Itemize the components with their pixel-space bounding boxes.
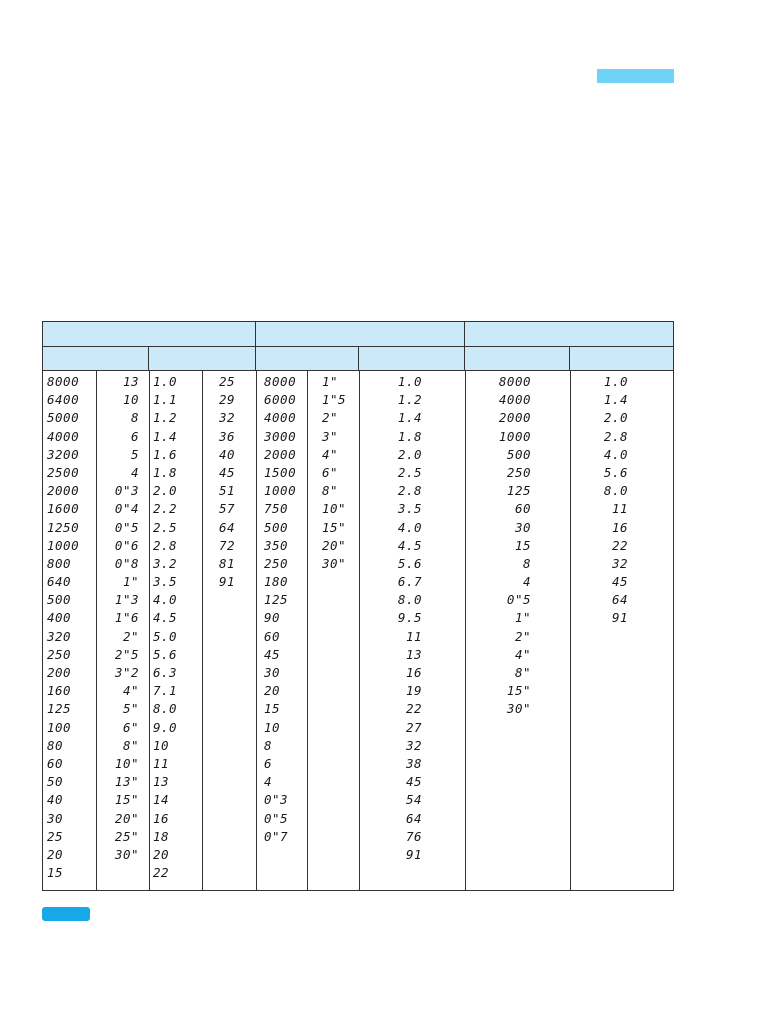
- column-g1-a: [47, 373, 93, 882]
- table-cell: 45: [264, 646, 281, 662]
- table-cell: 15: [47, 865, 64, 881]
- table-cell: 11: [611, 501, 628, 517]
- table-cell: 4: [264, 774, 273, 790]
- table-cell: 45: [405, 774, 422, 790]
- table-cell: 64: [611, 592, 628, 608]
- table-cell: 45: [219, 464, 236, 480]
- section-tab-marker: [597, 69, 674, 83]
- divider-line: [256, 371, 257, 890]
- table-cell: 6.3: [153, 665, 178, 680]
- table-cell: 4: [522, 574, 531, 590]
- table-cell: 4.5: [153, 610, 178, 626]
- table-cell: 1.4: [153, 428, 178, 444]
- table-cell: 8": [514, 665, 531, 680]
- table-cell: 2": [122, 628, 139, 644]
- table-cell: 0"3: [114, 483, 139, 499]
- table-cell: 30": [322, 555, 347, 571]
- table-cell: 10: [122, 392, 139, 408]
- table-cell: 90: [264, 610, 281, 626]
- table-cell: 5000: [47, 410, 80, 426]
- table-cell: 36: [219, 428, 236, 444]
- table-cell: 13: [122, 374, 139, 389]
- table-cell: 4.0: [397, 519, 422, 535]
- divider-line: [570, 371, 571, 890]
- table-cell: 2.0: [603, 410, 628, 426]
- table-cell: 1.0: [603, 374, 628, 389]
- table-cell: 1.0: [153, 374, 178, 389]
- table-cell: 5.0: [153, 628, 178, 644]
- table-cell: 1.2: [397, 392, 422, 408]
- table-cell: 6: [130, 428, 139, 444]
- table-cell: 2000: [264, 446, 297, 462]
- sub-header-2a: [256, 346, 359, 371]
- table-cell: 16: [405, 665, 422, 680]
- table-cell: 2.8: [603, 428, 628, 444]
- table-cell: 640: [47, 574, 72, 590]
- table-cell: 32: [219, 410, 236, 426]
- table-cell: 25: [47, 828, 64, 844]
- table-cell: 72: [219, 537, 236, 553]
- table-cell: 8000: [264, 374, 297, 389]
- table-cell: 6000: [264, 392, 297, 408]
- table-cell: 5": [122, 701, 139, 717]
- table-cell: 9.5: [397, 610, 422, 626]
- table-cell: 20: [153, 846, 170, 862]
- table-cell: 8": [322, 483, 339, 499]
- table-cell: 8: [522, 555, 531, 571]
- table-cell: 2.8: [153, 537, 178, 553]
- table-cell: 14: [153, 792, 170, 808]
- table-cell: 57: [219, 501, 236, 517]
- table-cell: 1.6: [153, 446, 178, 462]
- table-cell: 20: [47, 846, 64, 862]
- table-cell: 40: [47, 792, 64, 808]
- divider-line: [359, 371, 360, 890]
- table-cell: 15: [264, 701, 281, 717]
- table-cell: 1.4: [603, 392, 628, 408]
- table-cell: 22: [405, 701, 422, 717]
- column-g1-c: [153, 373, 199, 882]
- table-cell: 500: [506, 446, 531, 462]
- table-cell: 3.2: [153, 555, 178, 571]
- table-cell: 6": [122, 719, 139, 735]
- table-cell: 1.1: [153, 392, 178, 408]
- table-cell: 4: [130, 464, 139, 480]
- table-cell: 800: [47, 555, 72, 571]
- table-cell: 2.8: [397, 483, 422, 499]
- table-cell: 9.0: [153, 719, 178, 735]
- table-cell: 8.0: [153, 701, 178, 717]
- table-cell: 1": [322, 374, 339, 389]
- table-cell: 1000: [498, 428, 531, 444]
- column-g1-d: [219, 373, 253, 591]
- table-cell: 3.5: [153, 574, 178, 590]
- divider-line: [202, 371, 203, 890]
- table-cell: 3000: [264, 428, 297, 444]
- table-cell: 2.0: [397, 446, 422, 462]
- column-g3-b: [573, 373, 628, 628]
- table-cell: 10": [114, 755, 139, 771]
- table-cell: 20": [322, 537, 347, 553]
- table-cell: 0"3: [264, 792, 289, 808]
- table-cell: 1": [122, 574, 139, 590]
- table-cell: 4000: [264, 410, 297, 426]
- table-cell: 5.6: [153, 646, 178, 662]
- table-cell: 4000: [498, 392, 531, 408]
- table-cell: 15": [114, 792, 139, 808]
- table-cell: 2"5: [114, 646, 139, 662]
- table-cell: 2.5: [397, 464, 422, 480]
- table-cell: 4.0: [603, 446, 628, 462]
- table-cell: 0"7: [264, 828, 289, 844]
- column-g3-a: [473, 373, 531, 719]
- table-cell: 2000: [498, 410, 531, 426]
- table-cell: 6: [264, 755, 273, 771]
- table-cell: 25": [114, 828, 139, 844]
- sub-header-2b: [359, 346, 465, 371]
- table-cell: 8.0: [603, 483, 628, 499]
- table-cell: 160: [47, 683, 72, 699]
- table-cell: 2000: [47, 483, 80, 499]
- table-cell: 8.0: [397, 592, 422, 608]
- shutter-aperture-table: [42, 321, 674, 891]
- table-cell: 91: [219, 574, 236, 590]
- table-cell: 91: [611, 610, 628, 626]
- table-cell: 4.0: [153, 592, 178, 608]
- table-cell: 0"4: [114, 501, 139, 517]
- table-cell: 64: [219, 519, 236, 535]
- table-cell: 22: [611, 537, 628, 553]
- table-cell: 60: [514, 501, 531, 517]
- divider-line: [307, 371, 308, 890]
- table-cell: 1.8: [153, 464, 178, 480]
- table-cell: 32: [405, 737, 422, 753]
- column-g2-c: [361, 373, 422, 864]
- table-cell: 4": [122, 683, 139, 699]
- table-cell: 2.2: [153, 501, 178, 517]
- table-cell: 13": [114, 774, 139, 790]
- table-cell: 3": [322, 428, 339, 444]
- table-cell: 125: [47, 701, 72, 717]
- column-g2-a: [264, 373, 306, 846]
- table-cell: 10": [322, 501, 347, 517]
- table-cell: 20: [264, 683, 281, 699]
- table-cell: 4": [514, 646, 531, 662]
- divider-line: [465, 371, 466, 890]
- table-cell: 4.5: [397, 537, 422, 553]
- table-cell: 1"3: [114, 592, 139, 608]
- column-g2-b: [322, 373, 358, 573]
- table-cell: 30: [264, 665, 281, 680]
- table-cell: 51: [219, 483, 236, 499]
- table-cell: 20": [114, 810, 139, 826]
- table-cell: 80: [47, 737, 64, 753]
- sub-header-1b: [149, 346, 256, 371]
- table-cell: 350: [264, 537, 289, 553]
- table-cell: 50: [47, 774, 64, 790]
- table-cell: 13: [153, 774, 170, 790]
- table-cell: 180: [264, 574, 289, 590]
- table-cell: 10: [264, 719, 281, 735]
- table-cell: 0"5: [264, 810, 289, 826]
- table-cell: 27: [405, 719, 422, 735]
- table-cell: 6": [322, 464, 339, 480]
- table-cell: 500: [47, 592, 72, 608]
- table-cell: 1000: [264, 483, 297, 499]
- table-cell: 0"6: [114, 537, 139, 553]
- table-cell: 0"5: [114, 519, 139, 535]
- table-cell: 1000: [47, 537, 80, 553]
- table-cell: 8: [264, 737, 273, 753]
- table-cell: 30": [114, 846, 139, 862]
- divider-line: [149, 371, 150, 890]
- table-cell: 6400: [47, 392, 80, 408]
- table-cell: 8000: [498, 374, 531, 389]
- table-cell: 38: [405, 755, 422, 771]
- sub-header-3b: [570, 346, 673, 371]
- table-cell: 76: [405, 828, 422, 844]
- sub-header-1a: [43, 346, 149, 371]
- table-cell: 0"5: [506, 592, 531, 608]
- table-cell: 1250: [47, 519, 80, 535]
- group-header-2: [256, 322, 465, 346]
- table-cell: 2": [514, 628, 531, 644]
- table-cell: 30: [47, 810, 64, 826]
- table-cell: 25: [219, 374, 236, 389]
- table-cell: 5: [130, 446, 139, 462]
- table-cell: 8: [130, 410, 139, 426]
- table-cell: 1600: [47, 501, 80, 517]
- table-cell: 19: [405, 683, 422, 699]
- table-cell: 4": [322, 446, 339, 462]
- table-cell: 4000: [47, 428, 80, 444]
- group-header-1: [43, 322, 256, 346]
- table-cell: 2500: [47, 464, 80, 480]
- table-cell: 15: [514, 537, 531, 553]
- table-cell: 2": [322, 410, 339, 426]
- sub-header-3a: [465, 346, 570, 371]
- table-cell: 1"5: [322, 392, 347, 408]
- table-cell: 60: [264, 628, 281, 644]
- table-cell: 6.7: [397, 574, 422, 590]
- table-cell: 250: [264, 555, 289, 571]
- table-cell: 2.0: [153, 483, 178, 499]
- table-cell: 1.4: [397, 410, 422, 426]
- table-cell: 30: [514, 519, 531, 535]
- divider-line: [96, 371, 97, 890]
- table-cell: 3.5: [397, 501, 422, 517]
- table-cell: 22: [153, 865, 170, 881]
- table-cell: 1": [514, 610, 531, 626]
- table-cell: 320: [47, 628, 72, 644]
- table-cell: 29: [219, 392, 236, 408]
- group-header-3: [465, 322, 673, 346]
- table-cell: 8": [122, 737, 139, 753]
- table-cell: 200: [47, 665, 72, 680]
- table-cell: 40: [219, 446, 236, 462]
- table-cell: 3200: [47, 446, 80, 462]
- table-cell: 15": [506, 683, 531, 699]
- table-cell: 2.5: [153, 519, 178, 535]
- table-cell: 0"8: [114, 555, 139, 571]
- table-cell: 250: [47, 646, 72, 662]
- table-cell: 1.0: [397, 374, 422, 389]
- table-cell: 1.2: [153, 410, 178, 426]
- table-cell: 7.1: [153, 683, 178, 699]
- page-tab-marker: [42, 907, 90, 921]
- table-cell: 54: [405, 792, 422, 808]
- table-cell: 125: [506, 483, 531, 499]
- table-cell: 1.8: [397, 428, 422, 444]
- table-cell: 30": [506, 701, 531, 717]
- table-cell: 5.6: [397, 555, 422, 571]
- table-cell: 750: [264, 501, 289, 517]
- table-cell: 1500: [264, 464, 297, 480]
- table-cell: 400: [47, 610, 72, 626]
- table-cell: 18: [153, 828, 170, 844]
- table-cell: 32: [611, 555, 628, 571]
- table-cell: 1"6: [114, 610, 139, 626]
- table-cell: 91: [405, 846, 422, 862]
- table-cell: 15": [322, 519, 347, 535]
- table-cell: 125: [264, 592, 289, 608]
- table-cell: 10: [153, 737, 170, 753]
- table-cell: 250: [506, 464, 531, 480]
- table-cell: 11: [153, 755, 170, 771]
- table-cell: 3"2: [114, 665, 139, 680]
- table-cell: 13: [405, 646, 422, 662]
- table-cell: 60: [47, 755, 64, 771]
- table-cell: 11: [405, 628, 422, 644]
- table-cell: 5.6: [603, 464, 628, 480]
- table-cell: 16: [153, 810, 170, 826]
- table-cell: 64: [405, 810, 422, 826]
- table-cell: 45: [611, 574, 628, 590]
- table-cell: 500: [264, 519, 289, 535]
- column-g1-b: [99, 373, 139, 864]
- table-cell: 8000: [47, 374, 80, 389]
- table-cell: 100: [47, 719, 72, 735]
- table-cell: 16: [611, 519, 628, 535]
- table-cell: 81: [219, 555, 236, 571]
